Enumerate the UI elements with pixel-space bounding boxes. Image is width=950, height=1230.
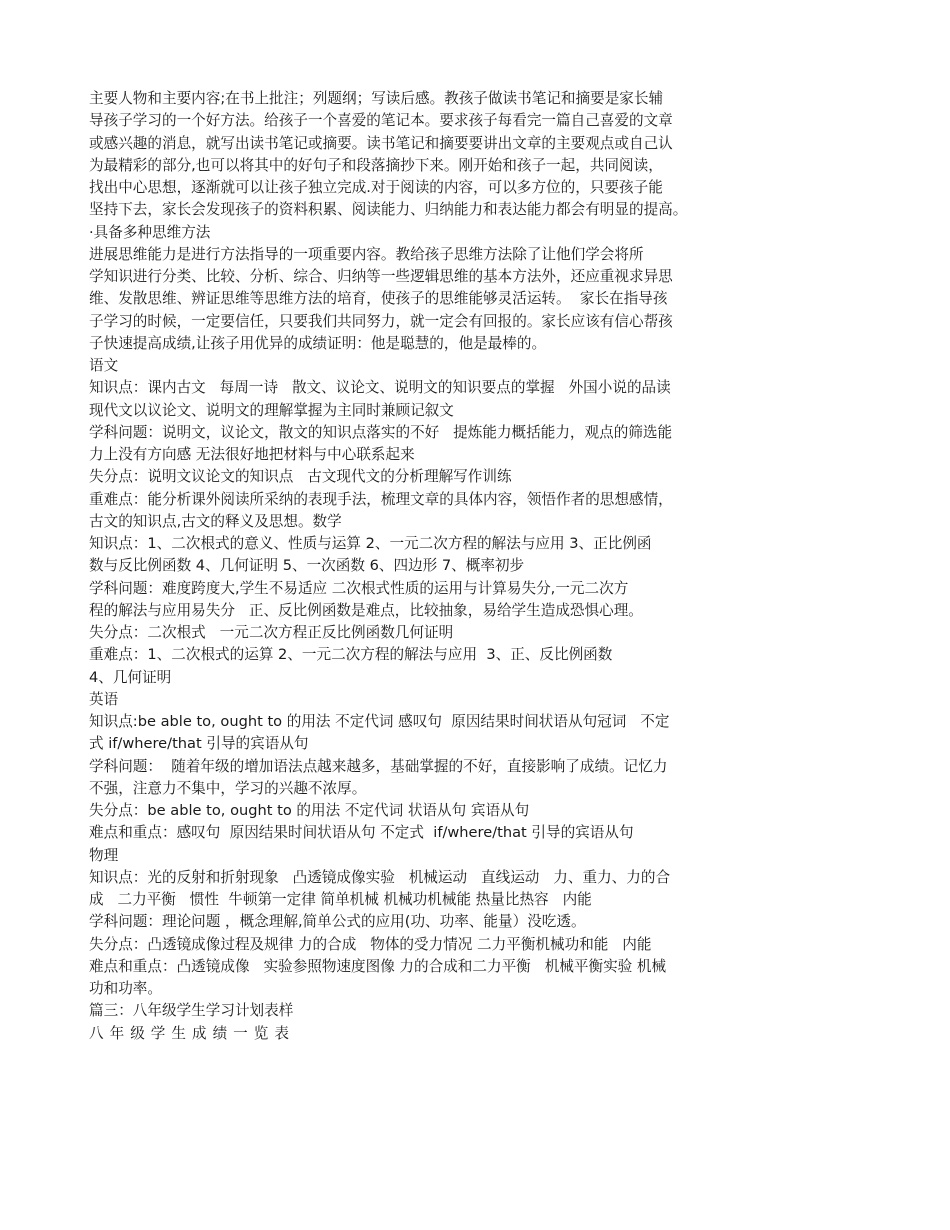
text-line: 4、几何证明 — [89, 668, 172, 686]
text-line: 学科问题：理论问题 ，概念理解,简单公式的应用(功、功率、能量）没吃透。 — [89, 913, 586, 931]
text-line: 坚持下去，家长会发现孩子的资料积累、阅读能力、归纳能力和表达能力都会有明显的提高。 — [89, 201, 688, 219]
text-line: 不强，注意力不集中，学习的兴趣不浓厚。 — [89, 779, 367, 797]
text-line: 学科问题： 随着年级的增加语法点越来越多，基础掌握的不好，直接影响了成绩。记忆力 — [89, 757, 668, 775]
text-line: 难点和重点：凸透镜成像 实验参照物速度图像 力的合成和二力平衡 机械平衡实验 机械 — [89, 957, 667, 975]
text-line: 知识点：光的反射和折射现象 凸透镜成像实验 机械运动 直线运动 力、重力、力的合 — [89, 868, 671, 886]
text-line: 维、发散思维、辨证思维等思维方法的培育，使孩子的思维能够灵活运转。 家长在指导孩 — [89, 290, 668, 308]
text-line: 功和功率。 — [89, 980, 162, 997]
text-line: 失分点：be able to, ought to 的用法 不定代词 状语从句 宾语从句 — [89, 802, 530, 819]
text-line: 或感兴趣的消息，就写出读书笔记或摘要。读书笔记和摘要要讲出文章的主要观点或自己认 — [89, 134, 673, 152]
subject-heading-physics: 物理 — [89, 846, 119, 864]
text-line: 子学习的时候，一定要信任，只要我们共同努力，就一定会有回报的。家长应该有信心帮孩 — [89, 312, 673, 330]
text-line: 古文的知识点,古文的释义及思想。数学 — [89, 512, 342, 530]
table-title: 八年级学生成绩一览表 — [89, 1024, 295, 1042]
text-line: 知识点：1、二次根式的意义、性质与运算 2、一元二次方程的解法与应用 3、正比例函 — [89, 535, 652, 552]
text-line: 主要人物和主要内容;在书上批注；列题纲；写读后感。教孩子做读书笔记和摘要是家长辅 — [89, 90, 664, 107]
text-line: 失分点：凸透镜成像过程及规律 力的合成 物体的受力情况 二力平衡机械功和能 内能 — [89, 935, 652, 953]
text-line: 重难点：能分析课外阅读所采纳的表现手法，梳理文章的具体内容，领悟作者的思想感情， — [89, 490, 673, 508]
text-line: 学科问题：说明文，议论文，散文的知识点落实的不好 提炼能力概括能力，观点的筛选能 — [89, 423, 673, 441]
text-line: 知识点:be able to, ought to 的用法 不定代词 感叹句 原因结果时间状语从句冠词 不定 — [89, 713, 670, 730]
text-line: 为最精彩的部分,也可以将其中的好句子和段落摘抄下来。刚开始和孩子一起，共同阅读， — [89, 156, 663, 174]
section-heading: ·具备多种思维方法 — [89, 223, 211, 241]
text-line: 知识点：课内古文 每周一诗 散文、议论文、说明文的知识要点的掌握 外国小说的品读 — [89, 379, 671, 397]
text-line: 数与反比例函数 4、几何证明 5、一次函数 6、四边形 7、概率初步 — [89, 557, 525, 575]
text-line: 力上没有方向感 无法很好地把材料与中心联系起来 — [89, 446, 415, 463]
text-line: 学知识进行分类、比较、分析、综合、归纳等一些逻辑思维的基本方法外，还应重视求异思 — [89, 268, 673, 285]
text-line: 成 二力平衡 惯性 牛顿第一定律 简单机械 机械功机械能 热量比热容 内能 — [89, 891, 592, 908]
text-line: 重难点：1、二次根式的运算 2、一元二次方程的解法与应用 3、正、反比例函数 — [89, 646, 613, 664]
text-line: 程的解法与应用易失分 正、反比例函数是难点，比较抽象，易给学生造成恐惧心理。 — [89, 601, 643, 619]
text-line: 失分点：说明文议论文的知识点 古文现代文的分析理解写作训练 — [89, 468, 512, 486]
text-line: 子快速提高成绩,让孩子用优异的成绩证明：他是聪慧的，他是最棒的。 — [89, 334, 547, 352]
text-line: 找出中心思想，逐渐就可以让孩子独立完成.对于阅读的内容，可以多方位的，只要孩子能 — [89, 179, 663, 196]
part-heading: 篇三：八年级学生学习计划表样 — [89, 1002, 294, 1020]
text-line: 导孩子学习的一个好方法。给孩子一个喜爱的笔记本。要求孩子每看完一篇自己喜爱的文章 — [89, 112, 673, 130]
document-body — [89, 88, 869, 1045]
text-line: 现代文以议论文、说明文的理解掌握为主同时兼顾记叙文 — [89, 401, 454, 419]
text-line: 失分点：二次根式 一元二次方程正反比例函数几何证明 — [89, 624, 454, 641]
subject-heading-english: 英语 — [89, 690, 119, 708]
text-line: 难点和重点：感叹句 原因结果时间状语从句 不定式 if/where/that 引导的宾语从句 — [89, 824, 634, 842]
text-line: 学科问题：难度跨度大,学生不易适应 二次根式性质的运用与计算易失分,一元二次方 — [89, 579, 629, 597]
subject-heading-chinese: 语文 — [89, 357, 119, 374]
text-line: 式 if/where/that 引导的宾语从句 — [89, 735, 309, 753]
text-line: 进展思维能力是进行方法指导的一项重要内容。教给孩子思维方法除了让他们学会将所 — [89, 245, 644, 263]
